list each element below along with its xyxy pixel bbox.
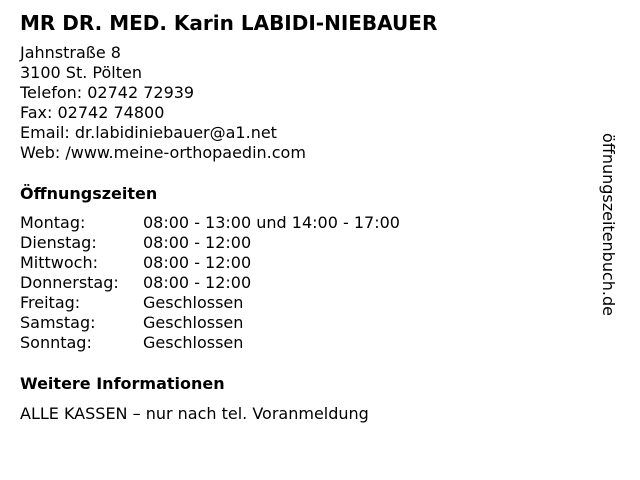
hours-row-monday <box>20 213 400 233</box>
day-label: Dienstag: <box>20 233 97 252</box>
day-hours: Geschlossen <box>143 313 244 332</box>
day-label: Mittwoch: <box>20 253 98 272</box>
day-hours: Geschlossen <box>143 293 244 312</box>
website-address: Web: /www.meine-orthopaedin.com <box>20 143 306 162</box>
address-city: 3100 St. Pölten <box>20 63 142 82</box>
day-label: Donnerstag: <box>20 273 119 292</box>
day-label: Samstag: <box>20 313 96 332</box>
hours-row-thursday <box>20 273 400 293</box>
day-hours: Geschlossen <box>143 333 244 352</box>
doctor-name: MR DR. MED. Karin LABIDI-NIEBAUER <box>20 11 438 35</box>
email-address: Email: dr.labidiniebauer@a1.net <box>20 123 277 142</box>
day-hours: 08:00 - 12:00 <box>143 233 252 252</box>
day-label: Sonntag: <box>20 333 92 352</box>
contact-block <box>20 43 306 163</box>
day-hours: 08:00 - 12:00 <box>143 253 252 272</box>
day-hours: 08:00 - 13:00 und 14:00 - 17:00 <box>143 213 400 232</box>
opening-hours-list <box>20 213 400 353</box>
day-label: Freitag: <box>20 293 81 312</box>
hours-row-sunday <box>20 333 400 353</box>
hours-row-tuesday <box>20 233 400 253</box>
more-info-heading: Weitere Informationen <box>20 374 225 393</box>
opening-hours-heading: Öffnungszeiten <box>20 184 158 203</box>
hours-row-wednesday <box>20 253 400 273</box>
address-street: Jahnstraße 8 <box>20 43 121 62</box>
day-label: Montag: <box>20 213 86 232</box>
hours-row-saturday <box>20 313 400 333</box>
more-info-text: ALLE KASSEN – nur nach tel. Voranmeldung <box>20 404 369 423</box>
phone-number: Telefon: 02742 72939 <box>20 83 195 102</box>
hours-row-friday <box>20 293 400 313</box>
fax-number: Fax: 02742 74800 <box>20 103 165 122</box>
site-watermark: öffnungszeitenbuch.de <box>599 133 618 316</box>
day-hours: 08:00 - 12:00 <box>143 273 252 292</box>
